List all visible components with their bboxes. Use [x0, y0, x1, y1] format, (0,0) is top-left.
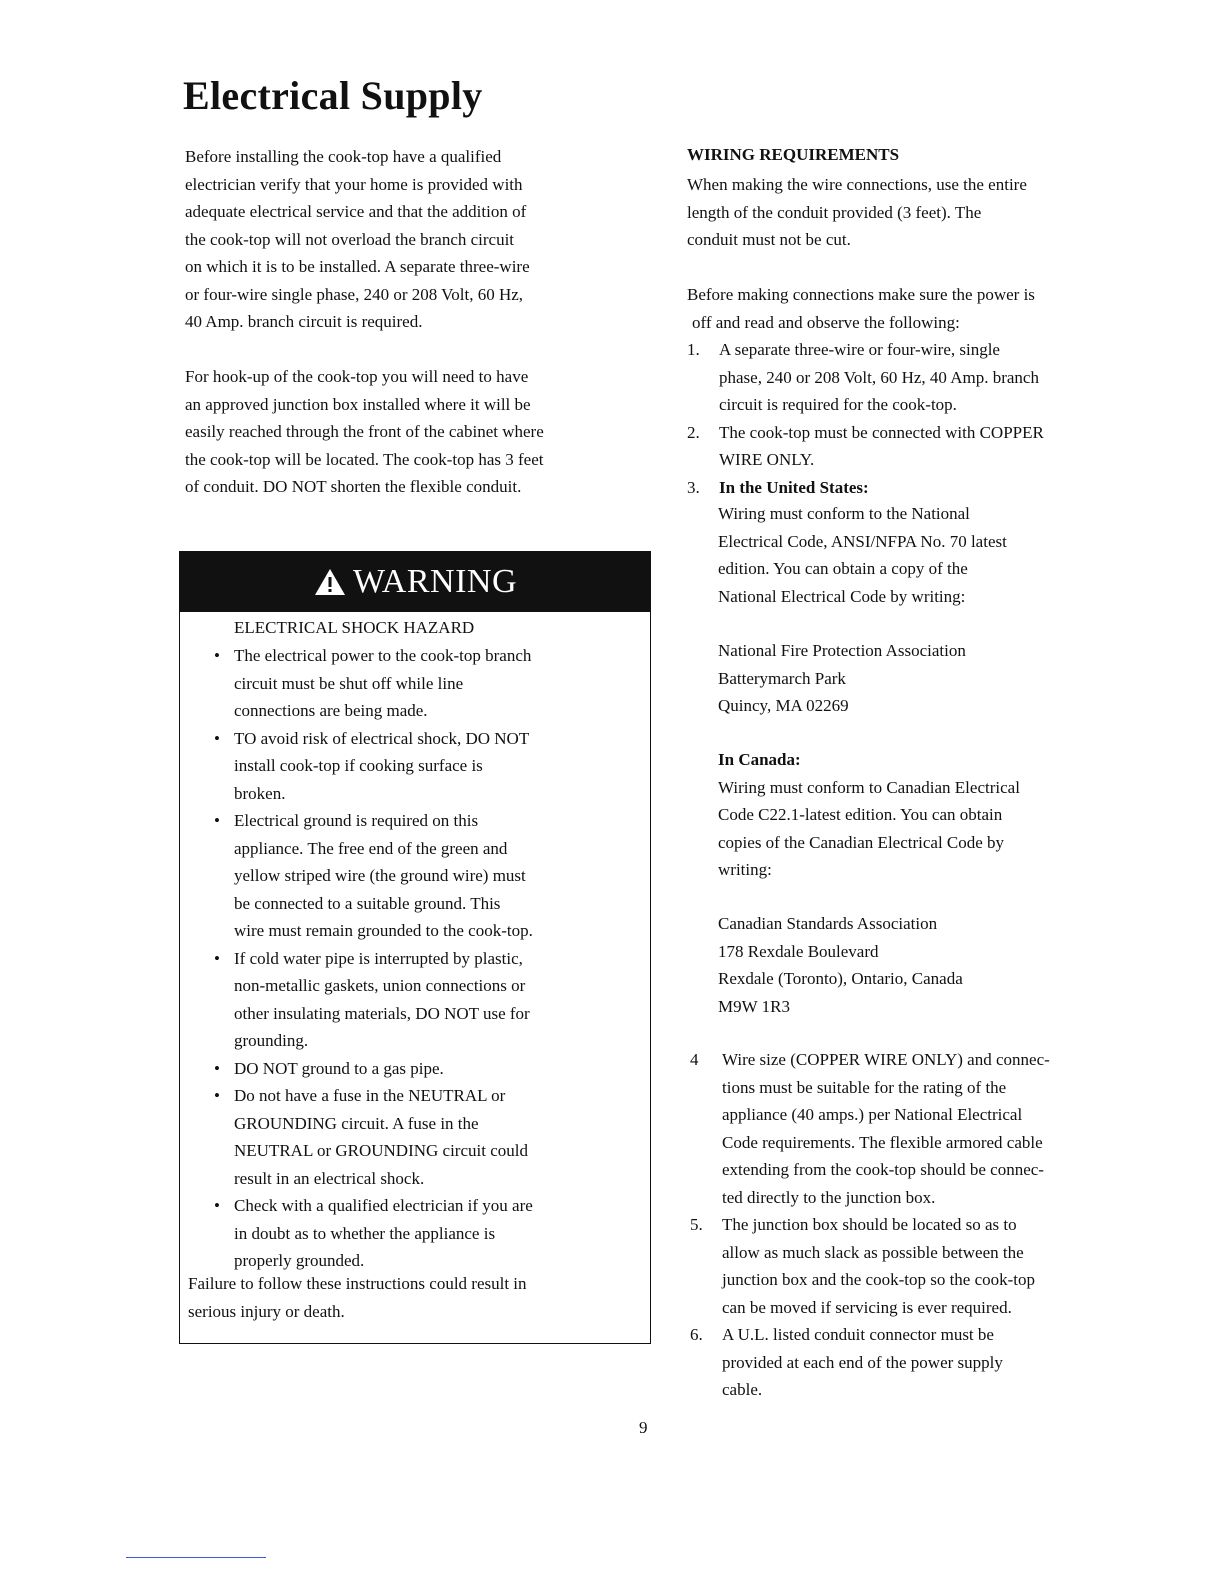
warning-bullet [212, 807, 533, 945]
warning-line: properly grounded. [234, 1251, 365, 1270]
warning-line: broken. [234, 783, 286, 803]
requirements-list-a [687, 336, 1044, 501]
intro-line: adequate electrical service and that the addition of [185, 202, 527, 221]
intro-line: electrician verify that your home is provided with [185, 174, 523, 194]
bullet-dot: • [214, 811, 220, 830]
warning-line: NEUTRAL or GROUNDING circuit could [234, 1141, 528, 1160]
before-line: off and read and observe the following: [692, 312, 960, 332]
warning-line: TO avoid risk of electrical shock, DO NOT [234, 728, 530, 748]
requirement-line: tions must be suitable for the rating of the [722, 1077, 1007, 1097]
bullet-dot: • [214, 1196, 220, 1215]
canada-line: writing: [718, 860, 772, 879]
warning-bullet [212, 642, 533, 725]
warning-line: GROUNDING circuit. A fuse in the [234, 1113, 479, 1133]
warning-bullet [212, 945, 533, 1055]
us-requirements [718, 500, 1007, 610]
hazard-title: ELECTRICAL SHOCK HAZARD [234, 618, 475, 637]
warning-bullet [212, 1082, 533, 1192]
warning-line: in doubt as to whether the appliance is [234, 1223, 496, 1243]
warning-header [180, 552, 650, 612]
requirement-line: allow as much slack as possible between the [722, 1242, 1024, 1262]
item-number: 3. [687, 477, 700, 497]
requirement-line: WIRE ONLY. [719, 450, 815, 469]
csa-address [718, 910, 963, 1020]
failure-line: Failure to follow these instructions could result in [188, 1274, 527, 1293]
wiring-intro-line: When making the wire connections, use the entire [687, 175, 1027, 194]
address-line: Canadian Standards Association [718, 914, 938, 933]
requirement-line: A separate three-wire or four-wire, single [719, 340, 1000, 359]
warning-line: wire must remain grounded to the cook-top. [234, 921, 533, 940]
requirement-line: extending from the cook-top should be connec- [722, 1160, 1044, 1179]
requirement-line: provided at each end of the power supply [722, 1352, 1003, 1372]
warning-line: be connected to a suitable ground. This [234, 893, 501, 913]
requirement-line: circuit is required for the cook-top. [719, 395, 957, 414]
canada-line: Wiring must conform to Canadian Electrical [718, 777, 1020, 797]
item-number: 1. [687, 340, 700, 359]
requirement-line: A U.L. listed conduit connector must be [722, 1325, 994, 1344]
warning-line: connections are being made. [234, 701, 428, 720]
address-line: M9W 1R3 [718, 996, 790, 1016]
failure-notice [188, 1270, 527, 1325]
warning-heading: WARNING [352, 563, 518, 600]
canada-heading: In Canada: [718, 750, 801, 769]
wiring-intro-line: length of the conduit provided (3 feet). The [687, 202, 982, 222]
address-line: Batterymarch Park [718, 668, 846, 688]
address-line: Rexdale (Toronto), Ontario, Canada [718, 969, 963, 988]
requirement-item [687, 336, 1044, 419]
item-number: 4 [690, 1050, 699, 1069]
us-line: edition. You can obtain a copy of the [718, 559, 968, 578]
before-line: Before making connections make sure the power is [687, 285, 1035, 304]
requirement-line: The cook-top must be connected with COPPER [719, 422, 1044, 442]
address-line: 178 Rexdale Boulevard [718, 941, 879, 961]
intro-paragraph [185, 143, 530, 336]
intro-line: 40 Amp. branch circuit is required. [185, 312, 423, 331]
hookup-line: easily reached through the front of the cabinet where [185, 422, 544, 441]
warning-line: grounding. [234, 1031, 309, 1050]
warning-bullet-list [212, 642, 533, 1275]
warning-line: Do not have a fuse in the NEUTRAL or [234, 1086, 506, 1105]
bullet-dot: • [214, 646, 220, 665]
bullet-dot: • [214, 948, 220, 968]
intro-line: Before installing the cook-top have a qualified [185, 147, 502, 166]
before-connections [687, 281, 1035, 336]
requirement-line: phase, 240 or 208 Volt, 60 Hz, 40 Amp. branch [719, 367, 1039, 387]
requirement-item [690, 1321, 1050, 1404]
requirement-line: In the United States: [719, 477, 869, 497]
address-line: National Fire Protection Association [718, 641, 966, 660]
warning-line: install cook-top if cooking surface is [234, 756, 483, 775]
requirement-item [690, 1046, 1050, 1211]
warning-bullet [212, 1192, 533, 1275]
wiring-intro [687, 171, 1027, 254]
bullet-dot: • [214, 1086, 220, 1105]
requirement-line: Wire size (COPPER WIRE ONLY) and connec- [722, 1050, 1050, 1069]
wiring-intro-line: conduit must not be cut. [687, 230, 851, 249]
address-line: Quincy, MA 02269 [718, 696, 849, 715]
us-line: Wiring must conform to the National [718, 504, 970, 523]
canada-line: copies of the Canadian Electrical Code by [718, 832, 1005, 852]
bullet-dot: • [214, 1058, 220, 1078]
warning-line: The electrical power to the cook-top branch [234, 646, 532, 665]
requirement-line: cable. [722, 1380, 763, 1399]
page-title: Electrical Supply [183, 73, 483, 118]
warning-bullet [212, 725, 533, 808]
canada-requirements [718, 746, 1020, 884]
footer-divider [126, 1557, 266, 1558]
wiring-heading: WIRING REQUIREMENTS [687, 145, 900, 164]
requirement-item [687, 419, 1044, 474]
us-line: National Electrical Code by writing: [718, 586, 966, 606]
item-number: 2. [687, 422, 700, 442]
warning-line: If cold water pipe is interrupted by plastic, [234, 948, 523, 968]
requirement-line: appliance (40 amps.) per National Electrical [722, 1105, 1023, 1124]
warning-bullet [212, 1055, 533, 1083]
hookup-line: an approved junction box installed where it will be [185, 394, 531, 414]
intro-line: the cook-top will not overload the branch circuit [185, 229, 515, 249]
hookup-line: the cook-top will be located. The cook-top has 3 feet [185, 449, 544, 469]
requirement-line: The junction box should be located so as to [722, 1215, 1017, 1234]
warning-line: appliance. The free end of the green and [234, 838, 508, 858]
warning-line: non-metallic gaskets, union connections or [234, 976, 526, 995]
item-number: 6. [690, 1325, 703, 1344]
page-number: 9 [639, 1418, 648, 1437]
requirement-line: junction box and the cook-top so the cook-top [722, 1270, 1036, 1289]
requirements-list-b [690, 1046, 1050, 1404]
nfpa-address [718, 637, 966, 720]
warning-line: result in an electrical shock. [234, 1168, 425, 1188]
warning-line: Check with a qualified electrician if you are [234, 1196, 533, 1215]
warning-line: Electrical ground is required on this [234, 811, 479, 830]
warning-line: other insulating materials, DO NOT use for [234, 1003, 530, 1023]
requirement-item [690, 1211, 1050, 1321]
item-number: 5. [690, 1215, 703, 1234]
warning-line: DO NOT ground to a gas pipe. [234, 1058, 444, 1078]
requirement-line: ted directly to the junction box. [722, 1187, 936, 1207]
requirement-line: Code requirements. The flexible armored cable [722, 1132, 1043, 1152]
intro-line: or four-wire single phase, 240 or 208 Volt, 60 Hz, [185, 284, 524, 304]
requirement-line: can be moved if servicing is ever required. [722, 1297, 1012, 1317]
warning-line: yellow striped wire (the ground wire) must [234, 866, 526, 885]
bullet-dot: • [214, 728, 220, 748]
hookup-line: For hook-up of the cook-top you will need to have [185, 367, 529, 386]
hookup-paragraph [185, 363, 544, 501]
us-line: Electrical Code, ANSI/NFPA No. 70 latest [718, 531, 1007, 551]
requirement-item [687, 474, 1044, 502]
warning-line: circuit must be shut off while line [234, 673, 464, 693]
warning-triangle-icon [313, 567, 347, 597]
failure-line: serious injury or death. [188, 1301, 345, 1321]
canada-line: Code C22.1-latest edition. You can obtain [718, 805, 1003, 824]
hookup-line: of conduit. DO NOT shorten the flexible conduit. [185, 477, 522, 496]
intro-line: on which it is to be installed. A separate three-wire [185, 257, 530, 276]
warning-box [179, 551, 651, 1344]
